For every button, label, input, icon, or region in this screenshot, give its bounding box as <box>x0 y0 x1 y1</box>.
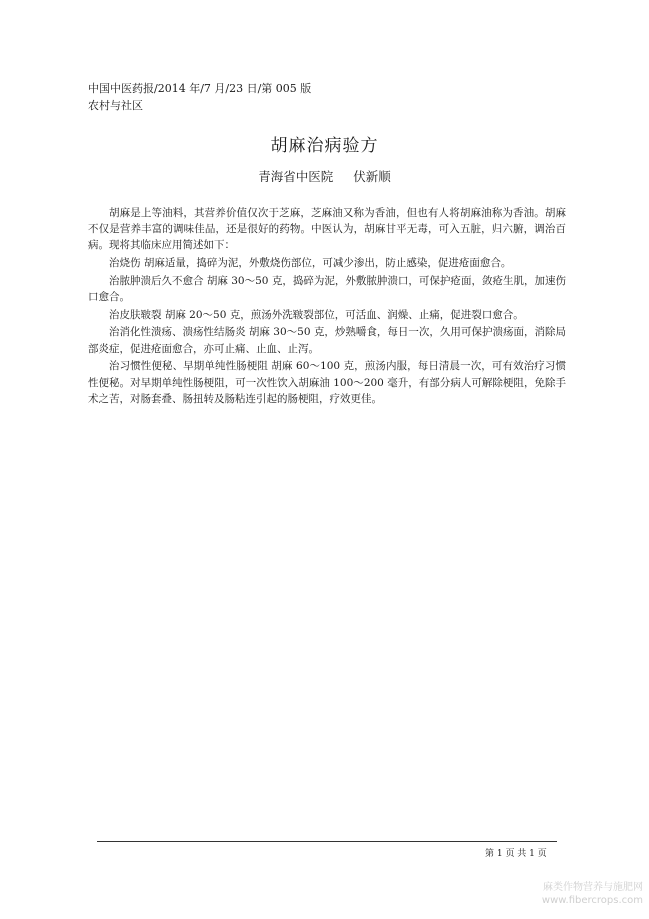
paragraph-skin-cracks: 治皮肤皲裂 胡麻 20～50 克，煎汤外洗皲裂部位，可活血、润燥、止痛，促进裂口愈合。 <box>109 308 524 321</box>
article-title: 胡麻治病验方 <box>270 136 379 156</box>
paragraph-abscess: 治脓肿溃后久不愈合 胡麻 30～50 克，捣碎为泥，外敷脓肿溃口，可保护疮面，敛疮生肌，加速伤口愈合。 <box>88 274 566 304</box>
author-name: 伏新顺 <box>353 169 391 184</box>
article-body <box>88 205 566 407</box>
footer-divider <box>97 841 557 842</box>
paragraph-ulcer: 治消化性溃疡、溃疡性结肠炎 胡麻 30～50 克，炒熟嚼食，每日一次，久用可保护溃疡面，消除局部炎症，促进疮面愈合，亦可止痛、止血、止泻。 <box>88 326 566 355</box>
section-name: 农村与社区 <box>88 99 143 112</box>
site-watermark <box>542 881 643 907</box>
watermark-url: www.fibercrops.com <box>541 895 643 906</box>
paragraph-constipation: 治习惯性便秘、早期单纯性肠梗阻 胡麻 60～100 克，煎汤内服，每日清晨一次，可有效治疗习惯性便秘。对早期单纯性肠梗阻，可一次性饮入胡麻油 100～200 毫升，有部分病人可解除梗阻，免除手术之苦，对肠套叠、肠扭转及肠粘连引起的肠梗阻，疗效更佳。 <box>88 360 566 405</box>
paragraph-intro: 胡麻是上等油料，其营养价值仅次于芝麻，芝麻油又称为香油，但也有人将胡麻油称为香油。胡麻不仅是营养丰富的调味佳品，还是很好的药物。中医认为，胡麻甘平无毒，可入五脏，归六腑，调治百病。现将其临床应用简述如下： <box>88 207 566 252</box>
paragraph-burns: 治烧伤 胡麻适量，捣碎为泥，外敷烧伤部位，可减少渗出，防止感染，促进疮面愈合。 <box>109 257 512 270</box>
author-line <box>0 167 649 185</box>
author-organization: 青海省中医院 <box>258 169 334 184</box>
document-header <box>88 80 311 114</box>
watermark-site-name: 麻类作物营养与施肥网 <box>543 882 643 893</box>
source-line: 中国中医药报/2014 年/7 月/23 日/第 005 版 <box>88 82 312 95</box>
page-number: 第 1 页 共 1 页 <box>485 849 547 859</box>
